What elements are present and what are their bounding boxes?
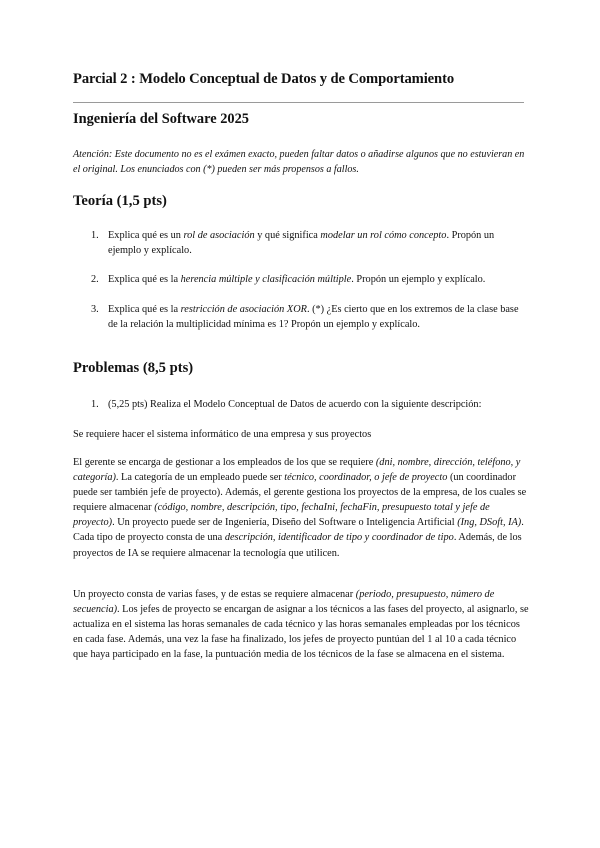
text-span: Explica qué es un	[108, 230, 184, 241]
text-span: El gerente se encarga de gestionar a los empleados de los que se requiere	[73, 457, 376, 468]
document-subtitle: Ingeniería del Software 2025	[73, 111, 250, 127]
text-span: Explica qué es la	[108, 274, 181, 285]
teoria-item-1-number: 1.	[91, 230, 99, 241]
problem-paragraph-1	[73, 455, 529, 561]
teoria-item-2	[108, 272, 528, 287]
text-span: . Propón un ejemplo y explícalo.	[351, 274, 486, 285]
notice-paragraph: Atención: Este documento no es el exámen exacto, pueden faltar datos o añadirse algunos que no estuvieran en el original. Los enunciados con (*) pueden ser más propensos a fallos.	[73, 149, 525, 175]
text-span: . Un proyecto puede ser de Ingeniería, Diseño del Software o Inteligencia Artificial	[112, 517, 458, 529]
emphasis-span: (código, nombre, descripción, tipo, fechaIni, fechaFin, presupuesto total y jefe de proyecto)	[73, 502, 490, 529]
text-span: . Además, de los proyectos de IA se requiere almacenar la tecnología que utilicen.	[73, 532, 522, 559]
emphasis-span: rol de asociación	[183, 230, 255, 241]
teoria-item-2-number: 2.	[91, 274, 99, 285]
text-span: . Cada tipo de proyecto consta de una	[73, 517, 524, 544]
text-span: y qué significa	[254, 230, 321, 241]
text-span: . La categoría de un empleado puede ser	[115, 472, 285, 484]
text-span: Explica qué es la	[108, 304, 181, 315]
problemas-heading: Problemas (8,5 pts)	[73, 360, 194, 376]
teoria-item-1	[108, 228, 528, 258]
text-span: . Los jefes de proyecto se encargan de asignar a los técnicos a las fases del proyecto, al asignarlo, se actualiza en el sistema las horas semanales de cada técnico y las horas semanales empleadas por los técnicos en cada fase. Además, una vez la fase ha finalizado, los jefes de proyecto puntúan del 1 al 10 a cada técnico que haya participado en la fase, la puntuación media de los técnicos de la fase se almacena en el sistema.	[73, 604, 529, 661]
emphasis-span: (Ing, DSoft, IA)	[457, 517, 522, 529]
emphasis-span: técnico, coordinador, o jefe de proyecto	[284, 472, 448, 484]
teoria-item-3-number: 3.	[91, 304, 99, 315]
problemas-item-1: (5,25 pts) Realiza el Modelo Conceptual de Datos de acuerdo con la siguiente descripción:	[108, 399, 482, 410]
emphasis-span: (dni, nombre, dirección, teléfono, y categoría)	[73, 457, 521, 484]
problem-paragraph-2	[73, 587, 529, 662]
text-span: (un coordinador puede ser también jefe de proyecto). Además, el gerente gestiona los proyectos de la empresa, de los cuales se requiere almacenar	[73, 472, 527, 514]
emphasis-span: restricción de asociación XOR	[180, 304, 307, 315]
teoria-heading: Teoría (1,5 pts)	[73, 193, 167, 209]
teoria-item-3	[108, 302, 528, 332]
emphasis-span: descripción, identificador de tipo y coordinador de tipo	[224, 532, 454, 544]
text-span: . Propón un ejemplo y explícalo.	[108, 230, 495, 256]
problemas-item-1-number: 1.	[91, 399, 99, 410]
text-span: Un proyecto consta de varias fases, y de estas se requiere almacenar	[73, 589, 356, 600]
text-span: . (*) ¿Es cierto que en los extremos de la clase base de la relación la multiplicidad mínima es 1? Propón un ejemplo y explícalo.	[108, 304, 519, 330]
title-divider	[73, 102, 524, 103]
emphasis-span: modelar un rol cómo concepto	[320, 230, 447, 241]
problem-intro: Se requiere hacer el sistema informático de una empresa y sus proyectos	[73, 429, 372, 440]
page-title: Parcial 2 : Modelo Conceptual de Datos y de Comportamiento	[73, 71, 455, 87]
emphasis-span: herencia múltiple y clasificación múltiple	[180, 274, 352, 285]
emphasis-span: (periodo, presupuesto, número de secuencia)	[73, 589, 495, 616]
